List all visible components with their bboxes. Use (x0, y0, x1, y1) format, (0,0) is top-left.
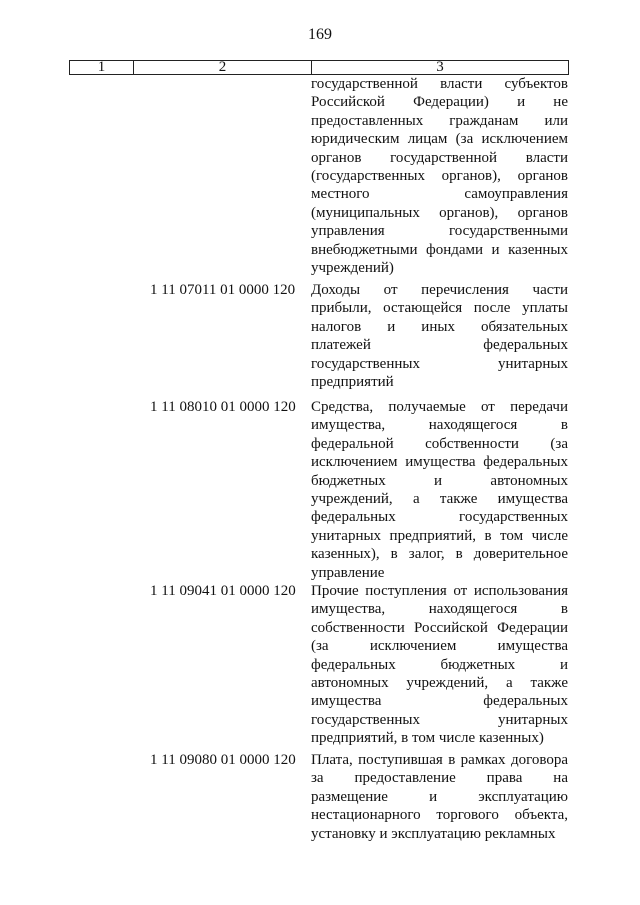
description-line: федеральных бюджетных и (311, 656, 568, 673)
row-code: 1 11 08010 01 0000 120 (150, 399, 296, 415)
description-line: установку и эксплуатацию рекламных (311, 825, 556, 842)
description-line: управления государственными (311, 223, 568, 240)
description-line: юридическим лицам (за исключением (311, 131, 568, 148)
description-line: исключением имущества федеральных (311, 454, 568, 471)
description-line: платежей федеральных (311, 337, 568, 354)
description-line: нестационарного торгового объекта, (311, 807, 568, 824)
description-line: размещение и эксплуатацию (311, 788, 568, 805)
row-description (311, 281, 568, 391)
description-line: имущества федеральных (311, 693, 568, 710)
page-number: 169 (308, 26, 332, 43)
description-line: за предоставление права на (311, 770, 568, 787)
description-line: (муниципальных органов), органов (311, 204, 568, 221)
row-code: 1 11 07011 01 0000 120 (150, 282, 296, 298)
table-column-header-row (69, 60, 569, 75)
description-line: прибыли, остающейся после уплаты (311, 300, 568, 317)
description-line: федеральной собственности (за (311, 435, 568, 452)
description-line: казенных), в залог, в доверительное (311, 546, 568, 563)
description-line: Российской Федерации) и не (311, 94, 568, 111)
row-description (311, 75, 568, 277)
description-line: предприятий (311, 373, 394, 390)
description-line: государственной власти субъектов (311, 76, 568, 92)
description-line: органов государственной власти (311, 149, 568, 166)
description-line: местного самоуправления (311, 186, 568, 203)
description-line: имущества, находящегося в (311, 417, 568, 434)
column-header-2: 2 (134, 61, 312, 74)
description-line: (за исключением имущества (311, 638, 568, 655)
description-line: государственных унитарных (311, 711, 568, 728)
description-line: учреждений, а также имущества (311, 490, 568, 507)
description-line: внебюджетными фондами и казенных (311, 241, 568, 258)
description-line: федеральных государственных (311, 509, 568, 526)
description-line: налогов и иных обязательных (311, 318, 568, 335)
description-line: учреждений) (311, 259, 394, 276)
row-code: 1 11 09080 01 0000 120 (150, 752, 296, 768)
description-line: имущества, находящегося в (311, 601, 568, 618)
description-line: управление (311, 564, 385, 581)
column-header-3: 3 (436, 59, 444, 75)
description-line: предоставленных гражданам или (311, 112, 568, 129)
description-line: (государственных органов), органов (311, 167, 568, 184)
description-line: бюджетных и автономных (311, 472, 568, 489)
description-line: собственности Российской Федерации (311, 619, 568, 636)
row-description (311, 582, 568, 748)
description-line: Плата, поступившая в рамках договора (311, 752, 568, 768)
description-line: автономных учреждений, а также (311, 674, 568, 691)
row-code: 1 11 09041 01 0000 120 (150, 583, 296, 599)
description-line: Средства, получаемые от передачи (311, 399, 568, 415)
row-description (311, 751, 568, 843)
description-line: государственных унитарных (311, 355, 568, 372)
row-description (311, 398, 568, 582)
description-line: унитарных предприятий, в том числе (311, 527, 568, 544)
column-header-1: 1 (70, 61, 134, 74)
description-line: Прочие поступления от использования (311, 583, 568, 599)
description-line: Доходы от перечисления части (311, 282, 568, 298)
description-line: предприятий, в том числе казенных) (311, 730, 544, 747)
